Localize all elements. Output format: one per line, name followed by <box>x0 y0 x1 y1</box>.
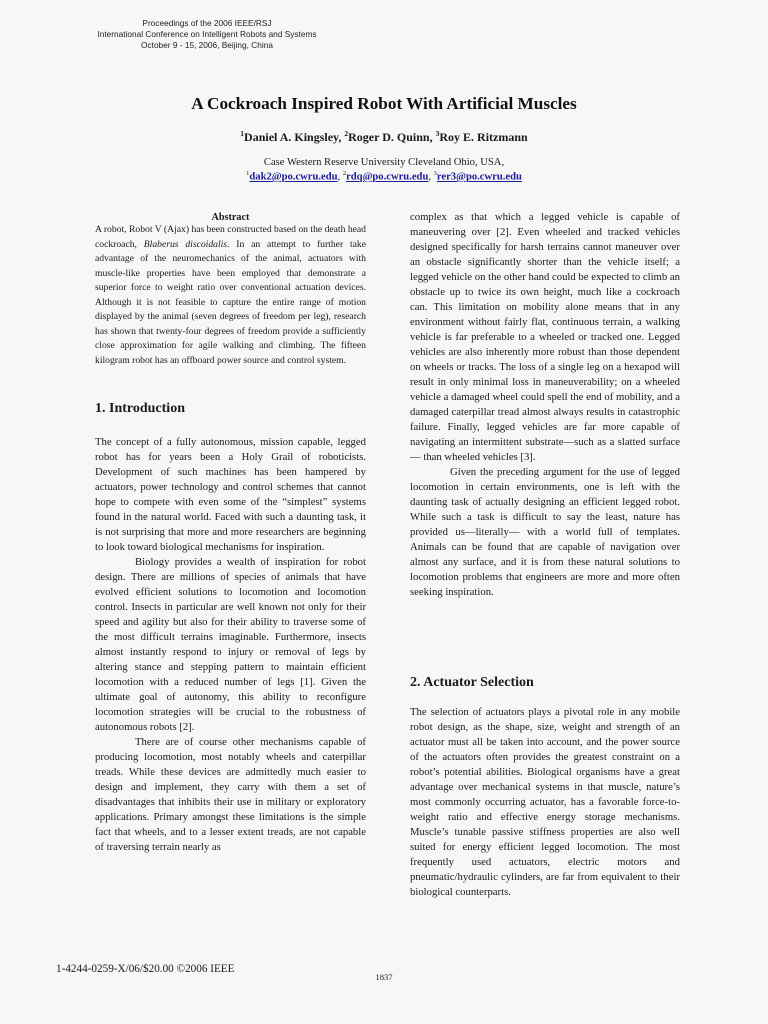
abstract-text-part-2: . In an attempt to further take advantage of the neuromechanics of the animal, actuators with muscle-like properties have been employed that demonstrate a superior force to weight ratio over conventional actuation devices. Although it is not feasible to capture the entire range of motion displayed by the animal (seven degrees of freedom per leg), research has shown that twenty-four degrees of freedom provide a sufficiently close approximation for agile walking and climbing. The fifteen kilogram robot has an offboard power source and control system. <box>95 238 366 366</box>
email-3-number: 3 <box>433 170 437 177</box>
section-heading: 2. Actuator Selection <box>410 675 534 690</box>
right-column-body <box>410 210 680 600</box>
header-line-2: International Conference on Intelligent Robots and Systems <box>97 29 317 40</box>
section-2-heading-block <box>410 675 680 691</box>
author-list <box>0 129 768 145</box>
affiliation: Case Western Reserve University Cleveland Ohio, USA, <box>263 157 505 168</box>
copyright-notice: 1-4244-0259-X/06/$20.00 ©2006 IEEE <box>56 963 235 975</box>
section-heading: 1. Introduction <box>95 401 185 416</box>
abstract-species-name: Blaberus discoidalis <box>143 238 228 250</box>
paragraph: Given the preceding argument for the use of legged locomotion in certain environments, one is left with the daunting task of actually designing an efficient legged robot. While such a task is difficult to say the least, nature has provided us—literally— with a world full of templates. Animals can be found that are capable of navigation over almost any surface, and it is from these natural solutions to locomotion problems that engineers are more and more often seeking inspiration. <box>410 466 680 598</box>
section-2-body <box>410 705 680 900</box>
paragraph: complex as that which a legged vehicle is capable of maneuvering over [2]. Even wheeled and tracked vehicles designed specifically for harsh terrains cannot maneuver over an obstacle significantly shorter than the vehicle itself; a legged vehicle on the other hand could be expected to climb an obstacle up to twice its own height, much like a cockroach can. This limitation on mobility alone means that in any environment without fairly flat, continuous terrain, a walking vehicle is far preferable to a wheeled or tracked one. Legged vehicles are also inherently more robust than those dependent on wheels or tracks. The loss of a single leg on a hexapod will result in only minimal loss in maneuverability; on a wheeled vehicle a damaged wheel could spell the end of mobility, and a damaged caterpillar tread almost always results in catastrophic failure. Finally, legged vehicles are far more capable of navigating an intermittent substrate—such as a slatted surface— than wheeled vehicles [3]. <box>410 211 680 463</box>
section-1-body <box>95 435 366 855</box>
email-separator: , <box>428 171 434 183</box>
author-2-number: 2 <box>344 129 349 138</box>
author-2-name: Roger D. Quinn, <box>348 130 436 144</box>
abstract-text-part-1: A robot, Robot V (Ajax) has been constructed based on the death head cockroach, <box>95 224 366 250</box>
page-number: 1837 <box>375 972 393 982</box>
email-2-number: 2 <box>342 170 347 177</box>
paragraph: The selection of actuators plays a pivotal role in any mobile robot design, as the shape, size, weight and strength of an actuator must all be taken into account, and the power source of the actuators often provides the greatest constraint on a robot’s potential abilities. Biological organisms have a great advantage over mechanical systems in that muscle, nature’s most commonly occurring actuator, has a favorable force-to-weight ratio and effective energy storage mechanisms. Muscle’s tunable passive stiffness properties are also well suited for energy efficient legged locomotion. The most frequently used actuators, electric motors and pneumatic/hydraulic cylinders, are far from equivalent to their biological counterparts. <box>410 706 680 898</box>
email-list <box>0 170 768 183</box>
abstract-text <box>95 223 366 368</box>
email-separator: , <box>337 171 343 183</box>
email-link-1[interactable]: dak2@po.cwru.edu <box>249 171 338 183</box>
proceedings-header <box>82 18 332 52</box>
header-line-1: Proceedings of the 2006 IEEE/RSJ <box>142 18 272 28</box>
header-line-3: October 9 - 15, 2006, Beijing, China <box>141 40 273 51</box>
section-1-heading-block <box>95 401 366 417</box>
email-link-2[interactable]: rdq@po.cwru.edu <box>346 171 429 183</box>
paragraph: There are of course other mechanisms capable of producing locomotion, most notably wheels and caterpillar treads. While these devices are admittedly much easier to design and implement, they carry with them a set of disadvantages that inhibits their use in military or exploratory applications. Primary amongst these limitations is the simple fact that wheels, and to a lesser extent treads, are not capable of traversing terrain nearly as <box>95 736 366 853</box>
abstract-block <box>95 212 366 368</box>
email-link-3[interactable]: rer3@po.cwru.edu <box>436 171 522 183</box>
author-3-number: 3 <box>435 129 440 138</box>
author-3-name: Roy E. Ritzmann <box>439 130 528 144</box>
paragraph: The concept of a fully autonomous, mission capable, legged robot has for years been a Holy Grail of roboticists. Development of such machines has been hampered by actuators, power technology and control schemes that cannot hope to compete with even some of the “simplest” systems found in the natural world. Faced with such a daunting task, it is not surprising that more and more researchers are beginning to look toward biological mechanisms for inspiration. <box>95 436 366 553</box>
author-1-number: 1 <box>240 129 245 138</box>
paper-title: A Cockroach Inspired Robot With Artificial Muscles <box>191 94 577 113</box>
abstract-heading: Abstract <box>211 212 250 223</box>
paragraph: Biology provides a wealth of inspiration for robot design. There are millions of species of animals that have evolved efficient solutions to locomotion and locomotion control. Insects in particular are well known not only for their speed and agility but also for their ability to traverse some of the most difficult terrains imaginable. Furthermore, insects almost instantly respond to injury or removal of legs by altering stance and stepping pattern to maintain efficient locomotion with a reduced number of legs [1]. Given the ultimate goal of autonomy, this ability to reconfigure locomotion strategies will be crucial to the robustness of autonomous robots [2]. <box>95 556 366 733</box>
email-1-number: 1 <box>246 170 250 177</box>
author-1-name: Daniel A. Kingsley, <box>244 130 345 144</box>
